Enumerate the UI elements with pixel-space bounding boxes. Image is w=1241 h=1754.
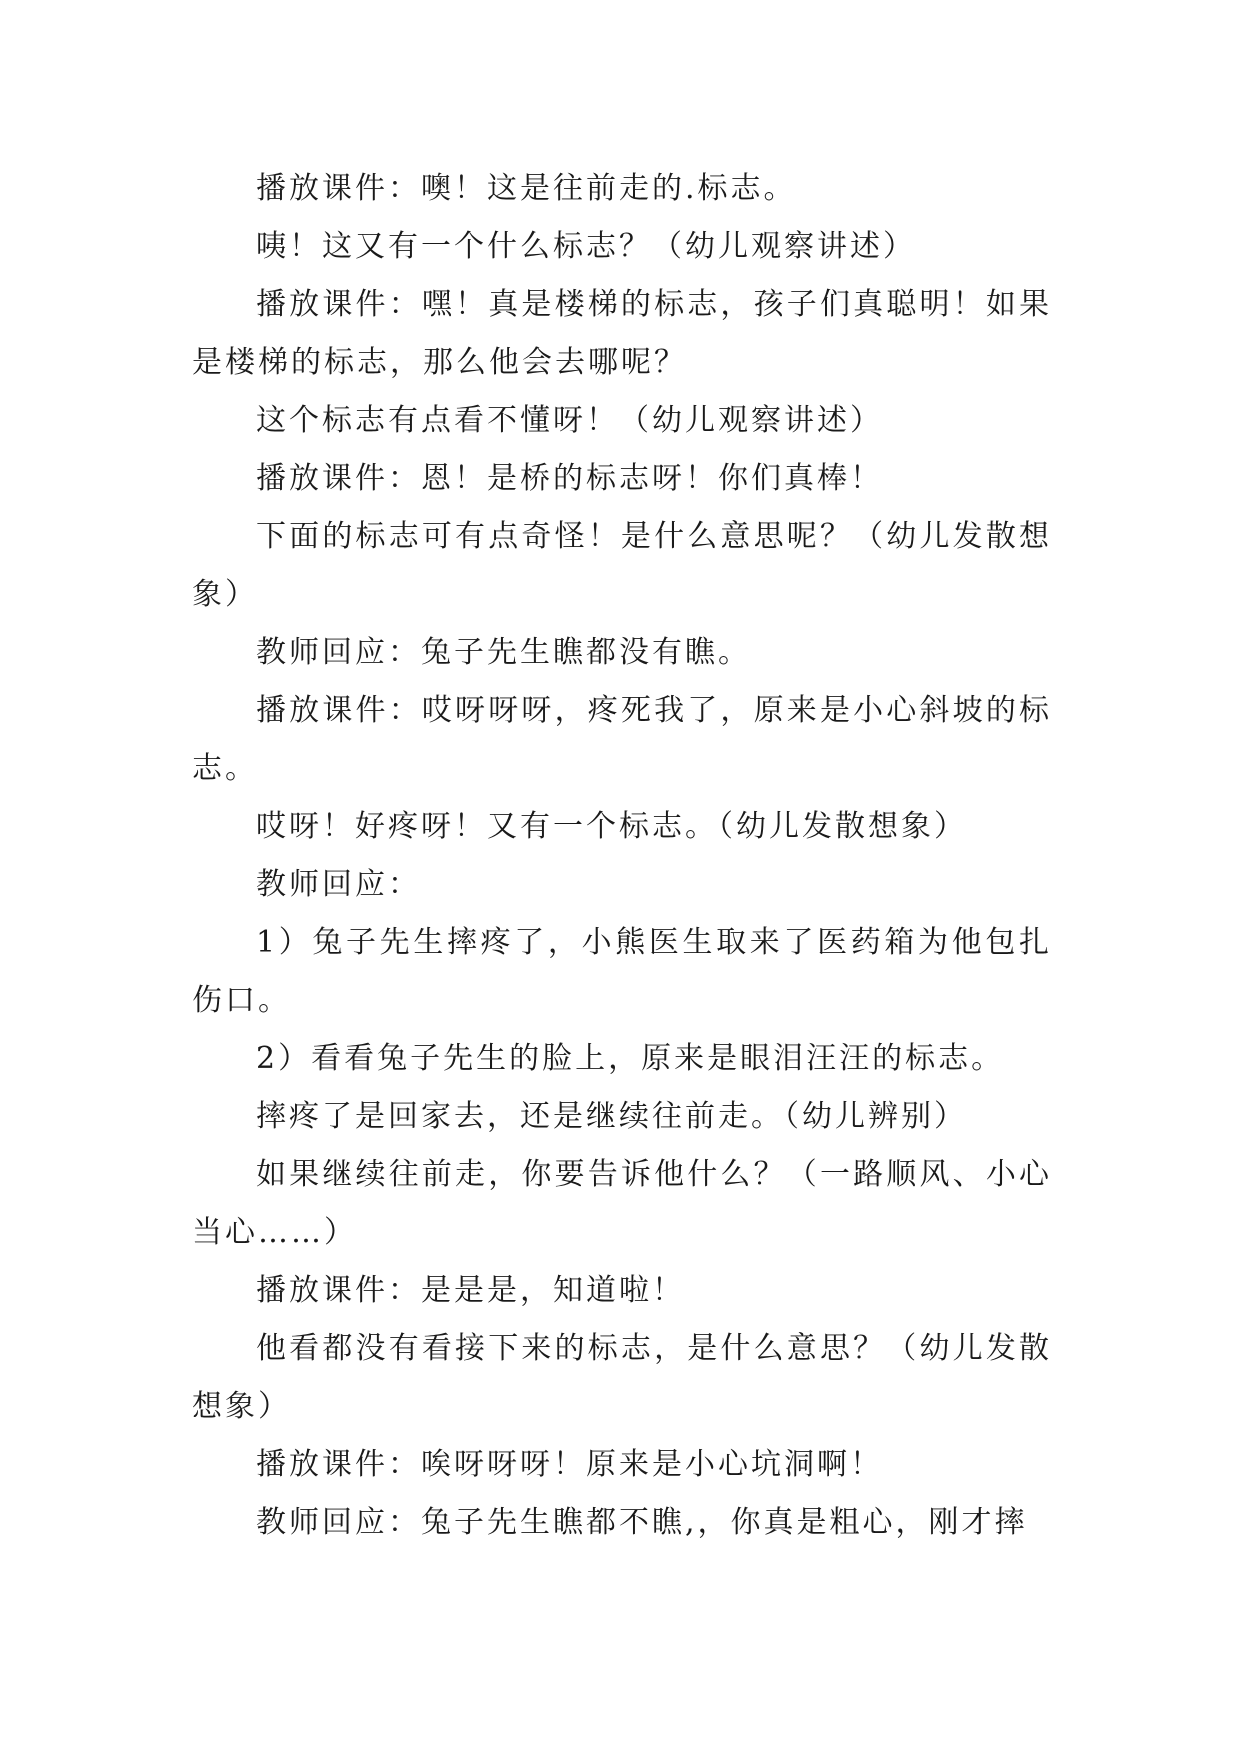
paragraph: 教师回应： xyxy=(256,867,421,902)
paragraph: 教师回应：兔子先生瞧都不瞧,，你真是粗心，刚才摔 xyxy=(256,1505,1028,1540)
paragraph: 下面的标志可有点奇怪！是什么意思呢？（幼儿发散想象） xyxy=(192,519,1052,612)
paragraph: 如果继续往前走，你要告诉他什么？（一路顺风、小心当心……） xyxy=(192,1157,1052,1250)
paragraph: 这个标志有点看不懂呀！（幼儿观察讲述） xyxy=(256,403,883,438)
paragraph: 2）看看兔子先生的脸上，原来是眼泪汪汪的标志。 xyxy=(256,1041,1005,1076)
paragraph: 播放课件：嘿！真是楼梯的标志，孩子们真聪明！如果是楼梯的标志，那么他会去哪呢？ xyxy=(192,287,1052,380)
document-body xyxy=(192,160,1052,1552)
paragraph: 播放课件：恩！是桥的标志呀！你们真棒！ xyxy=(256,461,883,496)
paragraph: 咦！这又有一个什么标志？（幼儿观察讲述） xyxy=(256,229,916,264)
paragraph: 播放课件：是是是，知道啦！ xyxy=(256,1273,685,1308)
paragraph: 他看都没有看接下来的标志，是什么意思？（幼儿发散想象） xyxy=(192,1331,1052,1424)
paragraph: 播放课件：哎呀呀呀，疼死我了，原来是小心斜坡的标志。 xyxy=(192,693,1052,786)
paragraph: 摔疼了是回家去，还是继续往前走。（幼儿辨别） xyxy=(256,1099,967,1134)
paragraph: 1）兔子先生摔疼了，小熊医生取来了医药箱为他包扎伤口。 xyxy=(192,925,1052,1018)
paragraph: 播放课件：噢！这是往前走的.标志。 xyxy=(256,171,797,206)
paragraph: 教师回应：兔子先生瞧都没有瞧。 xyxy=(256,635,751,670)
paragraph: 播放课件：唉呀呀呀！原来是小心坑洞啊！ xyxy=(256,1447,883,1482)
paragraph: 哎呀！好疼呀！又有一个标志。（幼儿发散想象） xyxy=(256,809,967,844)
